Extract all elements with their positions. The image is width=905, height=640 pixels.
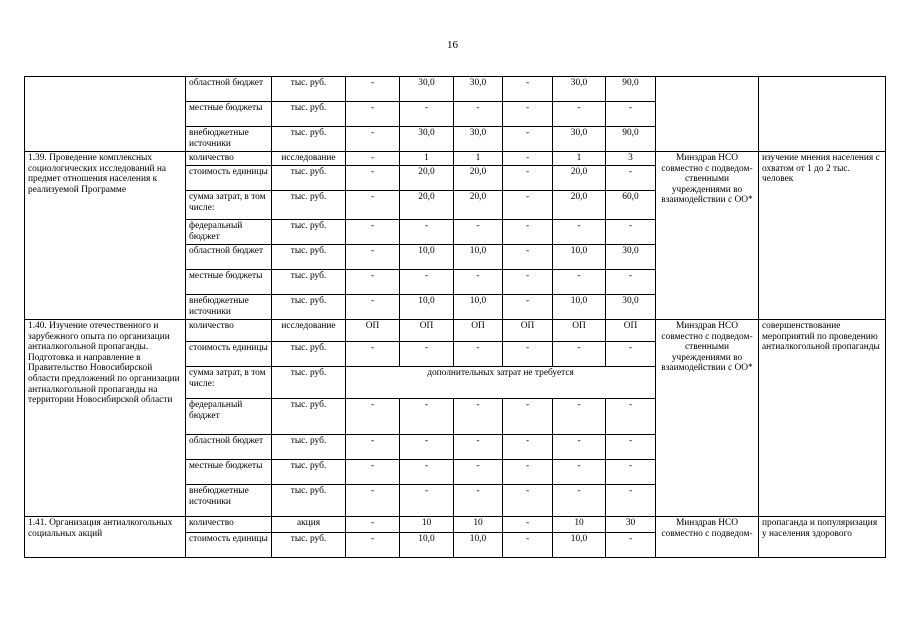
- value-cell: -: [454, 485, 503, 517]
- value-cell: -: [503, 152, 553, 166]
- unit-cell: тыс. руб.: [272, 460, 346, 485]
- unit-cell: тыс. руб.: [272, 220, 346, 245]
- value-cell: -: [606, 102, 656, 127]
- value-cell: -: [454, 342, 503, 367]
- value-cell: -: [400, 270, 454, 295]
- value-cell: -: [503, 342, 553, 367]
- indicator-cell: количество: [186, 152, 272, 166]
- value-cell: -: [553, 102, 606, 127]
- value-cell: 10,0: [454, 295, 503, 320]
- value-cell: ОП: [553, 320, 606, 342]
- value-cell: -: [400, 342, 454, 367]
- value-cell: ОП: [503, 320, 553, 342]
- value-cell: -: [606, 435, 656, 460]
- indicator-cell: стоимость единицы: [186, 166, 272, 191]
- value-cell: 30,0: [454, 127, 503, 152]
- value-cell: -: [606, 270, 656, 295]
- value-cell: -: [503, 533, 553, 558]
- value-cell: 10,0: [454, 245, 503, 270]
- value-cell: -: [346, 220, 400, 245]
- measure-name-cell: 1.40. Изучение отечественного и зарубежного опыта по организации антиалкогольной пропаганды. Подготовка и направление в Правительство Новосибирской области предложений по организации антиалкогольной пропаганды на территории Новосибирской области: [25, 320, 186, 517]
- value-cell: -: [346, 166, 400, 191]
- table-row: [25, 320, 886, 342]
- indicator-cell: областной бюджет: [186, 245, 272, 270]
- value-cell: 30,0: [553, 77, 606, 102]
- value-cell: -: [553, 460, 606, 485]
- value-cell: -: [400, 220, 454, 245]
- value-cell: -: [503, 485, 553, 517]
- value-cell: 10,0: [454, 533, 503, 558]
- value-cell: -: [503, 399, 553, 435]
- value-cell: -: [553, 485, 606, 517]
- agency-cell: Минздрав НСО совместно с подведом-ственными учреждениями во взаимодействии с ОО*: [656, 152, 759, 320]
- value-cell: -: [346, 127, 400, 152]
- value-cell: -: [503, 127, 553, 152]
- program-measures-table: [24, 76, 886, 558]
- value-cell: -: [400, 102, 454, 127]
- agency-cell: [656, 77, 759, 152]
- value-cell: 20,0: [454, 191, 503, 220]
- value-cell: -: [553, 342, 606, 367]
- value-cell: -: [503, 517, 553, 533]
- value-cell: -: [606, 342, 656, 367]
- value-cell: 20,0: [400, 166, 454, 191]
- value-cell: -: [503, 166, 553, 191]
- value-cell: -: [346, 152, 400, 166]
- value-cell: 90,0: [606, 127, 656, 152]
- indicator-cell: федеральный бюджет: [186, 399, 272, 435]
- value-cell: -: [454, 270, 503, 295]
- indicator-cell: местные бюджеты: [186, 270, 272, 295]
- value-cell: 10,0: [553, 245, 606, 270]
- value-cell: 10: [400, 517, 454, 533]
- value-cell: -: [606, 485, 656, 517]
- value-cell: -: [454, 102, 503, 127]
- value-cell: 1: [553, 152, 606, 166]
- indicator-cell: стоимость единицы: [186, 533, 272, 558]
- result-cell: пропаганда и популяризация у населения здорового: [759, 517, 886, 558]
- value-cell: -: [553, 270, 606, 295]
- indicator-cell: сумма затрат, в том числе:: [186, 367, 272, 399]
- value-cell: -: [606, 220, 656, 245]
- value-cell: 60,0: [606, 191, 656, 220]
- value-cell: -: [346, 295, 400, 320]
- value-cell: -: [553, 220, 606, 245]
- value-cell: -: [503, 270, 553, 295]
- value-cell: 20,0: [400, 191, 454, 220]
- value-cell: -: [606, 399, 656, 435]
- indicator-cell: областной бюджет: [186, 435, 272, 460]
- value-cell: ОП: [346, 320, 400, 342]
- value-cell: 10: [454, 517, 503, 533]
- value-cell: ОП: [606, 320, 656, 342]
- value-cell: -: [400, 460, 454, 485]
- page-number: 16: [447, 39, 458, 51]
- value-cell: -: [503, 245, 553, 270]
- value-cell: -: [346, 399, 400, 435]
- indicator-cell: сумма затрат, в том числе:: [186, 191, 272, 220]
- value-cell: -: [606, 460, 656, 485]
- value-cell: -: [400, 435, 454, 460]
- unit-cell: тыс. руб.: [272, 127, 346, 152]
- agency-cell: Минздрав НСО совместно с подведом-ственными учреждениями во взаимодействии с ОО*: [656, 320, 759, 517]
- value-cell: -: [503, 220, 553, 245]
- value-cell: -: [503, 77, 553, 102]
- value-cell: 30,0: [454, 77, 503, 102]
- value-cell: 30,0: [606, 295, 656, 320]
- unit-cell: тыс. руб.: [272, 295, 346, 320]
- unit-cell: тыс. руб.: [272, 342, 346, 367]
- value-cell: -: [606, 533, 656, 558]
- value-cell: 20,0: [454, 166, 503, 191]
- agency-cell: Минздрав НСО совместно с подведом-: [656, 517, 759, 558]
- value-cell: -: [346, 102, 400, 127]
- value-cell: -: [503, 102, 553, 127]
- value-cell: -: [454, 220, 503, 245]
- value-cell: 10: [553, 517, 606, 533]
- value-cell: 30,0: [606, 245, 656, 270]
- value-cell: ОП: [400, 320, 454, 342]
- unit-cell: тыс. руб.: [272, 367, 346, 399]
- value-cell: 1: [454, 152, 503, 166]
- indicator-cell: количество: [186, 517, 272, 533]
- value-cell: -: [346, 270, 400, 295]
- indicator-cell: местные бюджеты: [186, 102, 272, 127]
- measure-name-cell: 1.41. Организация антиалкогольных социальных акций: [25, 517, 186, 558]
- value-cell: 10,0: [400, 533, 454, 558]
- value-cell: -: [606, 166, 656, 191]
- unit-cell: тыс. руб.: [272, 245, 346, 270]
- value-cell: 20,0: [553, 191, 606, 220]
- value-cell: -: [400, 399, 454, 435]
- value-cell: -: [503, 191, 553, 220]
- value-cell: -: [346, 191, 400, 220]
- value-cell: 30,0: [553, 127, 606, 152]
- value-cell: -: [346, 517, 400, 533]
- value-cell: 3: [606, 152, 656, 166]
- value-cell: -: [346, 342, 400, 367]
- unit-cell: тыс. руб.: [272, 485, 346, 517]
- value-cell: 10,0: [400, 295, 454, 320]
- indicator-cell: внебюджетные источники: [186, 127, 272, 152]
- value-cell: -: [503, 295, 553, 320]
- measure-name-cell: 1.39. Проведение комплексных социологических исследований на предмет отношения населения к реализуемой Программе: [25, 152, 186, 320]
- value-cell: -: [454, 460, 503, 485]
- value-cell: -: [503, 435, 553, 460]
- value-cell: 30,0: [400, 77, 454, 102]
- unit-cell: акция: [272, 517, 346, 533]
- value-cell: -: [454, 435, 503, 460]
- unit-cell: тыс. руб.: [272, 435, 346, 460]
- value-cell: -: [346, 435, 400, 460]
- value-cell: 10,0: [400, 245, 454, 270]
- unit-cell: исследование: [272, 320, 346, 342]
- table-row: [25, 152, 886, 166]
- value-cell: -: [346, 533, 400, 558]
- value-cell: 10,0: [553, 295, 606, 320]
- value-cell: 20,0: [553, 166, 606, 191]
- unit-cell: тыс. руб.: [272, 77, 346, 102]
- indicator-cell: количество: [186, 320, 272, 342]
- no-extra-cost-note: дополнительных затрат не требуется: [346, 367, 656, 399]
- unit-cell: тыс. руб.: [272, 533, 346, 558]
- value-cell: -: [503, 460, 553, 485]
- value-cell: 1: [400, 152, 454, 166]
- unit-cell: тыс. руб.: [272, 270, 346, 295]
- value-cell: 10,0: [553, 533, 606, 558]
- indicator-cell: внебюджетные источники: [186, 485, 272, 517]
- value-cell: -: [346, 485, 400, 517]
- value-cell: -: [346, 77, 400, 102]
- table-row: [25, 77, 886, 102]
- unit-cell: тыс. руб.: [272, 102, 346, 127]
- value-cell: ОП: [454, 320, 503, 342]
- result-cell: изучение мнения населения с охватом от 1 до 2 тыс. человек: [759, 152, 886, 320]
- value-cell: -: [454, 399, 503, 435]
- result-cell: совершенствование мероприятий по проведению антиалкогольной пропаганды: [759, 320, 886, 517]
- unit-cell: исследование: [272, 152, 346, 166]
- indicator-cell: областной бюджет: [186, 77, 272, 102]
- measure-name-cell: [25, 77, 186, 152]
- value-cell: -: [400, 485, 454, 517]
- indicator-cell: стоимость единицы: [186, 342, 272, 367]
- indicator-cell: внебюджетные источники: [186, 295, 272, 320]
- indicator-cell: местные бюджеты: [186, 460, 272, 485]
- value-cell: -: [346, 245, 400, 270]
- value-cell: 90,0: [606, 77, 656, 102]
- unit-cell: тыс. руб.: [272, 166, 346, 191]
- indicator-cell: федеральный бюджет: [186, 220, 272, 245]
- value-cell: -: [553, 399, 606, 435]
- value-cell: 30,0: [400, 127, 454, 152]
- unit-cell: тыс. руб.: [272, 191, 346, 220]
- result-cell: [759, 77, 886, 152]
- value-cell: 30: [606, 517, 656, 533]
- value-cell: -: [346, 460, 400, 485]
- table-row: [25, 517, 886, 533]
- value-cell: -: [553, 435, 606, 460]
- unit-cell: тыс. руб.: [272, 399, 346, 435]
